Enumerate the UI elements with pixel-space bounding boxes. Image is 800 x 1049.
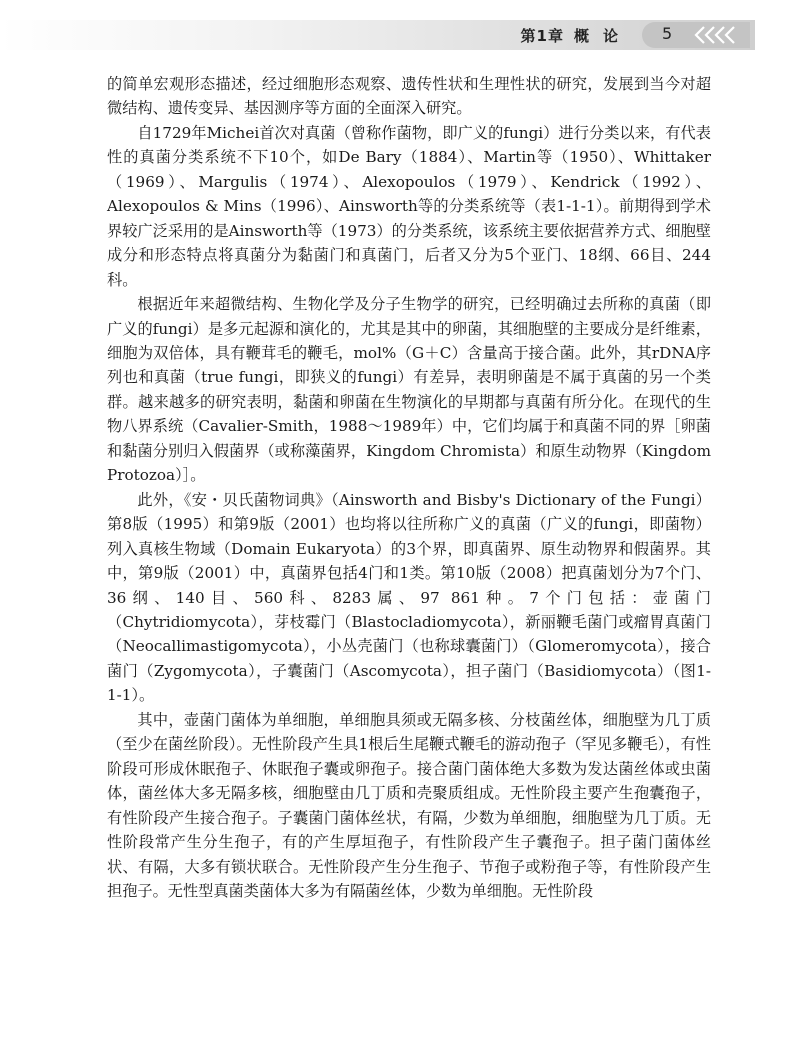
- paragraph-5: 其中，壶菌门菌体为单细胞，单细胞具须或无隔多核、分枝菌丝体，细胞壁为几丁质（至少在菌丝阶段）。无性阶段产生具1根后生尾鞭式鞭毛的游动孢子（罕见多鞭毛），有性阶段可形成休眠孢子、休眠孢子囊或卵孢子。接合菌门菌体绝大多数为发达菌丝体或虫菌体，菌丝体大多无隔多核，细胞壁由几丁质和壳聚质组成。无性阶段主要产生孢囊孢子，有性阶段产生接合孢子。子囊菌门菌体丝状，有隔，少数为单细胞，细胞壁为几丁质。无性阶段常产生分生孢子，有的产生厚垣孢子，有性阶段产生子囊孢子。担子菌门菌体丝状、有隔，大多有锁状联合。无性阶段产生分生孢子、节孢子或粉孢子等，有性阶段产生担孢子。无性型真菌类菌体大多为有隔菌丝体，少数为单细胞。无性阶段: [107, 710, 711, 900]
- chapter-title: 概论: [573, 27, 632, 45]
- body-text: [107, 72, 711, 903]
- paragraph-4: 此外，《安・贝氏菌物词典》（Ainsworth and Bisby's Dictionary of the Fungi）第8版（1995）和第9版（2001）也均将以往所称广义的真菌（广义的fungi，即菌物）列入真核生物域（Domain Eukaryota）的3个界，即真菌界、原生动物界和假菌界。其中，第9版（2001）中，真菌界包括4门和1类。第10版（2008）把真菌划分为7个门、36纲、140目、560科、8283属、97 861种。7个门包括：壶菌门（Chytridiomycota），芽枝霉门（Blastocladiomycota），新丽鞭毛菌门或瘤胃真菌门（Neocallimastigomycota），小丛壳菌门（也称球囊菌门）（Glomeromycota），接合菌门（Zygomycota），子囊菌门（Ascomycota），担子菌门（Basidiomycota）（图1-1-1）。: [107, 490, 711, 705]
- chapter-number: 第1章: [520, 27, 564, 45]
- paragraph-2: 自1729年Michei首次对真菌（曾称作菌物，即广义的fungi）进行分类以来，有代表性的真菌分类系统不下10个，如De Bary（1884）、Martin等（1950）、Whittaker（1969）、Margulis（1974）、Alexopoulos（1979）、Kendrick（1992）、Alexopoulos & Mins（1996）、Ainsworth等的分类系统等（表1-1-1）。前期得到学术界较广泛采用的是Ainsworth等（1973）的分类系统，该系统主要依据营养方式、细胞壁成分和形态特点将真菌分为黏菌门和真菌门，后者又分为5个亚门、18纲、66目、244科。: [107, 123, 711, 289]
- chevron-left-icon: [692, 25, 740, 45]
- chapter-label: [521, 25, 632, 46]
- running-header: [0, 20, 800, 50]
- page-number: 5: [662, 24, 673, 43]
- paragraph-3: 根据近年来超微结构、生物化学及分子生物学的研究，已经明确过去所称的真菌（即广义的fungi）是多元起源和演化的，尤其是其中的卵菌，其细胞壁的主要成分是纤维素，细胞为双倍体，具有鞭茸毛的鞭毛，mol%（G＋C）含量高于接合菌。此外，其rDNA序列也和真菌（true fungi，即狭义的fungi）有差异，表明卵菌是不属于真菌的另一个类群。越来越多的研究表明，黏菌和卵菌在生物演化的早期都与真菌有所分化。在现代的生物八界系统（Cavalier-Smith，1988～1989年）中，它们均属于和真菌不同的界［卵菌和黏菌分别归入假菌界（或称藻菌界，Kingdom Chromista）和原生动物界（Kingdom Protozoa）］。: [107, 295, 711, 485]
- page-number-tab: [642, 22, 750, 48]
- paragraph-1: 的简单宏观形态描述，经过细胞形态观察、遗传性状和生理性状的研究，发展到当今对超微结构、遗传变异、基因测序等方面的全面深入研究。: [107, 75, 711, 118]
